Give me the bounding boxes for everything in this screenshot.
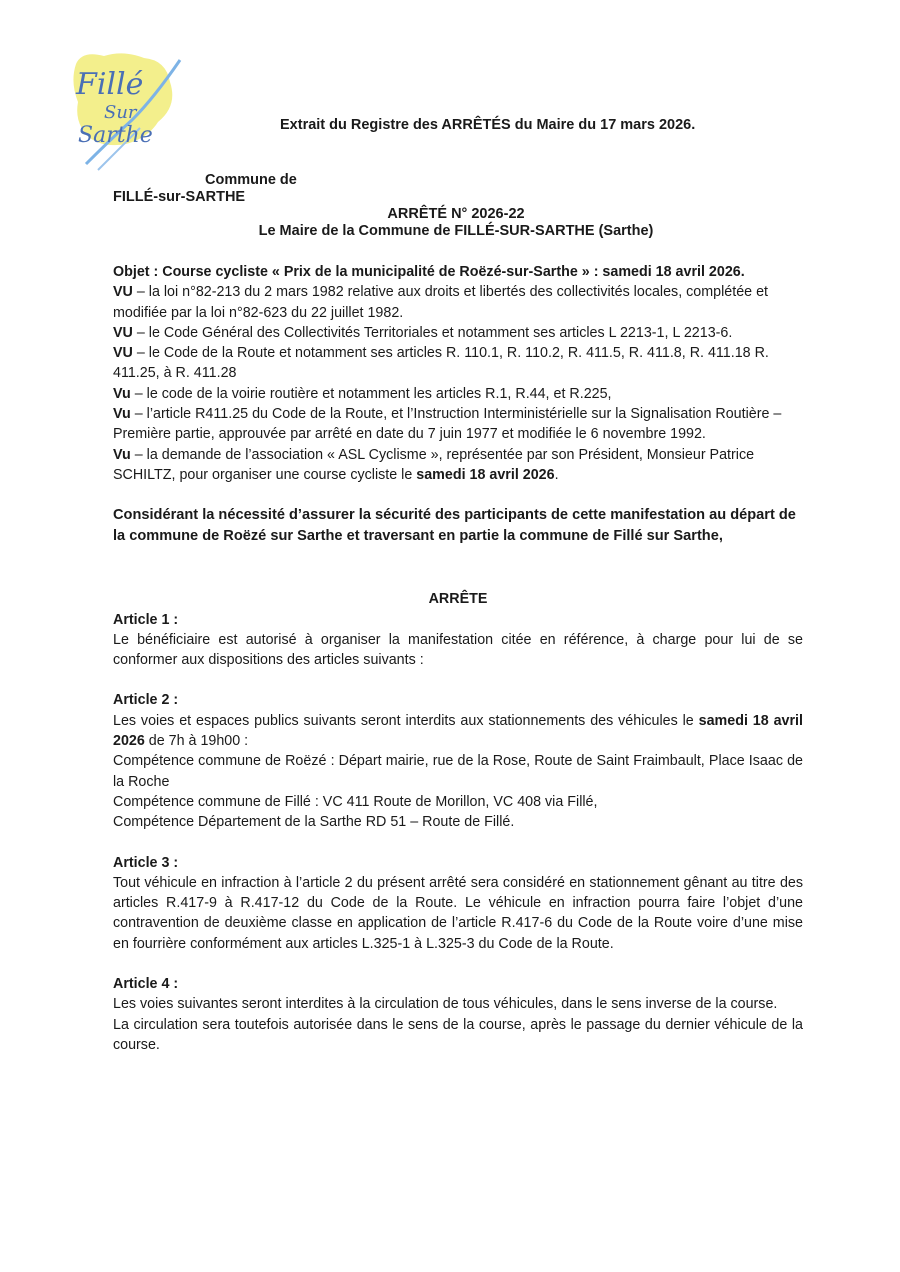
commune-label: Commune de [205,172,297,188]
document-body [113,262,803,1055]
visa-text: – l’article R411.25 du Code de la Route, et l’Instruction Interministérielle sur la Signalisation Routière – Première partie, approuvée par arrêté en date du 7 juin 1977 et modifiée le 6 novembre 1992. [113,406,782,443]
article-2-date: samedi 18 avril 2026 [113,712,803,750]
article-3-text: Tout véhicule en infraction à l’article 2 du présent arrêté sera considéré en stationnement gênant au titre des articles R.417-9 à R.417-12 du Code de la Route. Le véhicule en infraction pourra faire l’objet d’une contravention de deuxième classe en application de l’article R.417-6 du Code de la Route voire d’une mise en fourrière conformément aux articles L.325-1 à L.325-3 du Code de la Route. [113,874,803,952]
arrete-number: ARRÊTÉ N° 2026-22 [387,206,525,222]
visa-item [113,404,803,445]
visa-label: Vu [113,385,131,402]
article-2-intro-text: Les voies et espaces publics suivants seront interdits aux stationnements des véhicules le [113,712,699,729]
visa-text: – le Code Général des Collectivités Territoriales et notamment ses articles L 2213-1, L 2213-6. [132,324,733,341]
register-extract-header: Extrait du Registre des ARRÊTÉS du Maire du 17 mars 2026. [280,117,696,133]
logo-text-fille: Fillé [76,67,144,102]
visa-item [113,343,803,384]
commune-name: FILLÉ-sur-SARTHE [113,189,246,205]
visa-text: – la demande de l’association « ASL Cyclisme », représentée par son Président, Monsieur Patrice SCHILTZ, pour organiser une course cycliste le [113,446,755,483]
objet-line [113,262,803,282]
visa-date: samedi 18 avril 2026 [416,466,555,483]
article-2-title: Article 2 : [113,692,179,709]
article-2-hours: de 7h à 19h00 : [144,733,249,750]
mayor-title: Le Maire de la Commune de FILLÉ-SUR-SARTHE (Sarthe) [258,223,654,239]
article-2-line-roeze: Compétence commune de Roëzé : Départ mairie, rue de la Rose, Route de Saint Fraimbault, Place Isaac de la Roche [113,753,803,790]
visa-item [113,384,803,404]
visa-label: VU [113,284,133,301]
visa-text: – la loi n°82-213 du 2 mars 1982 relative aux droits et libertés des collectivités locales, complétée et modifiée par la loi n°82-623 du 22 juillet 1982. [113,284,768,321]
logo-text-sarthe: Sarthe [78,123,153,148]
visa-label: VU [113,324,133,341]
article-1-text: Le bénéficiaire est autorisé à organiser la manifestation citée en référence, à charge pour lui de se conformer aux dispositions des articles suivants : [113,631,803,669]
visa-text: – le code de la voirie routière et notamment les articles R.1, R.44, et R.225, [130,385,612,402]
visa-end: . [554,466,559,483]
article-3-title: Article 3 : [113,854,179,871]
article-2-line-fille: Compétence commune de Fillé : VC 411 Route de Morillon, VC 408 via Fillé, [113,793,598,810]
visa-label: Vu [113,446,131,463]
article-2-line-departement: Compétence Département de la Sarthe RD 51 – Route de Fillé. [113,814,515,831]
visa-item [113,282,803,323]
article-1-title: Article 1 : [113,611,179,628]
visa-label: Vu [113,406,131,423]
objet-text: Course cycliste « Prix de la municipalité de Roëzé-sur-Sarthe » : samedi 18 avril 2026. [162,264,745,280]
visa-item [113,445,803,486]
visa-item [113,323,803,343]
article-2-intro [113,711,803,752]
article-4-title: Article 4 : [113,976,179,993]
considerant-paragraph: Considérant la nécessité d’assurer la sécurité des participants de cette manifestation au départ de la commune de Roëzé sur Sarthe et traversant en partie la commune de Fillé sur Sarthe, [113,507,796,544]
objet-label: Objet : [113,264,163,280]
visa-label: VU [113,345,133,362]
article-4-text-1: Les voies suivantes seront interdites à la circulation de tous véhicules, dans le sens inverse de la course. [113,996,778,1013]
logo-text-sur: Sur [104,102,137,123]
fille-sur-sarthe-logo [68,46,184,176]
arrete-heading: ARRÊTE [428,591,488,608]
visa-text: – le Code de la Route et notamment ses articles R. 110.1, R. 110.2, R. 411.5, R. 411.8, R. 411.18 R. 411.25, à R. 411.28 [113,345,769,382]
article-4-text-2: La circulation sera toutefois autorisée dans le sens de la course, après le passage du dernier véhicule de la course. [113,1016,803,1053]
